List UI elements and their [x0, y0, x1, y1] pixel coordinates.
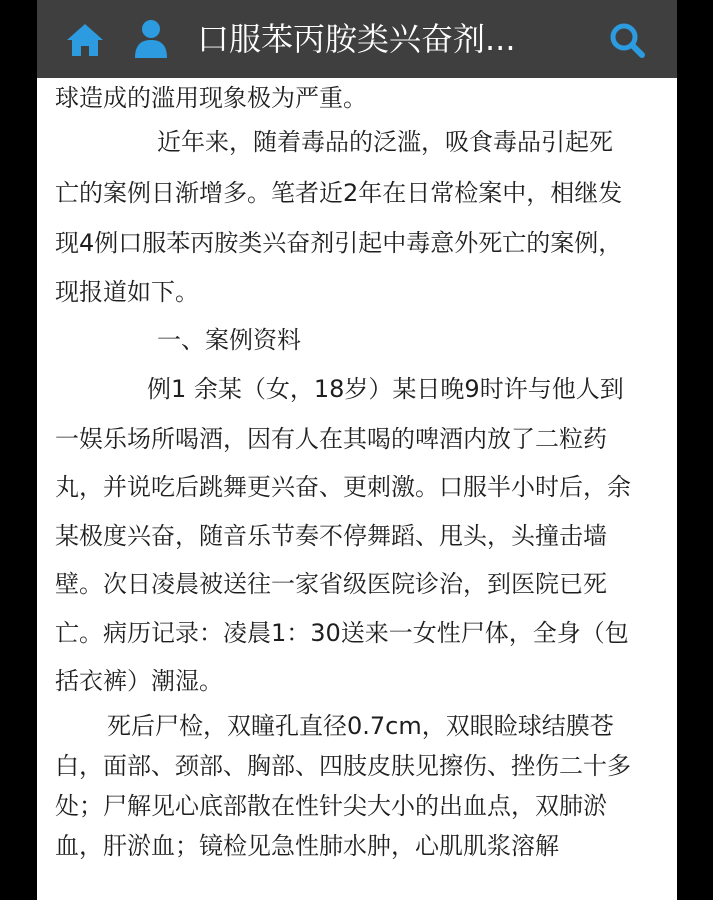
- article-line: 括衣裤）潮湿。: [55, 667, 223, 695]
- article-body: [37, 78, 677, 900]
- article-line: 死后尸检，双瞳孔直径0.7cm，双眼睑球结膜苍: [107, 712, 614, 740]
- article-line: 丸，并说吃后跳舞更兴奋、更刺激。口服半小时后，余: [55, 473, 631, 501]
- article-line: 处；尸解见心底部散在性针尖大小的出血点，双肺淤: [55, 792, 607, 820]
- article-line: 近年来，随着毒品的泛滥，吸食毒品引起死: [157, 128, 613, 156]
- article-line: 现报道如下。: [55, 278, 199, 306]
- article-line: 现4例口服苯丙胺类兴奋剂引起中毒意外死亡的案例，: [55, 229, 623, 257]
- search-icon[interactable]: [607, 20, 647, 60]
- article-line: 亡。病历记录：凌晨1：30送来一女性尸体，全身（包: [55, 619, 629, 647]
- article-line: 血，肝淤血；镜检见急性肺水肿，心肌肌浆溶解: [55, 832, 559, 860]
- article-line: 球造成的滥用现象极为严重。: [55, 84, 367, 112]
- article-line: 例1 余某（女，18岁）某日晚9时许与他人到: [147, 375, 624, 403]
- phone-screen: [37, 0, 677, 900]
- article-line: 某极度兴奋，随音乐节奏不停舞蹈、甩头，头撞击墙: [55, 522, 607, 550]
- article-line: 一、案例资料: [157, 326, 301, 354]
- user-icon[interactable]: [133, 18, 169, 60]
- home-icon[interactable]: [65, 22, 105, 58]
- article-line: 一娱乐场所喝酒，因有人在其喝的啤酒内放了二粒药: [55, 425, 607, 453]
- article-line: 亡的案例日渐增多。笔者近2年在日常检案中，相继发: [55, 179, 623, 207]
- top-app-bar: [37, 0, 677, 78]
- article-line: 白，面部、颈部、胸部、四肢皮肤见擦伤、挫伤二十多: [55, 752, 631, 780]
- article-line: 壁。次日凌晨被送往一家省级医院诊治，到医院已死: [55, 570, 607, 598]
- page-title: 口服苯丙胺类兴奋剂...: [197, 20, 516, 58]
